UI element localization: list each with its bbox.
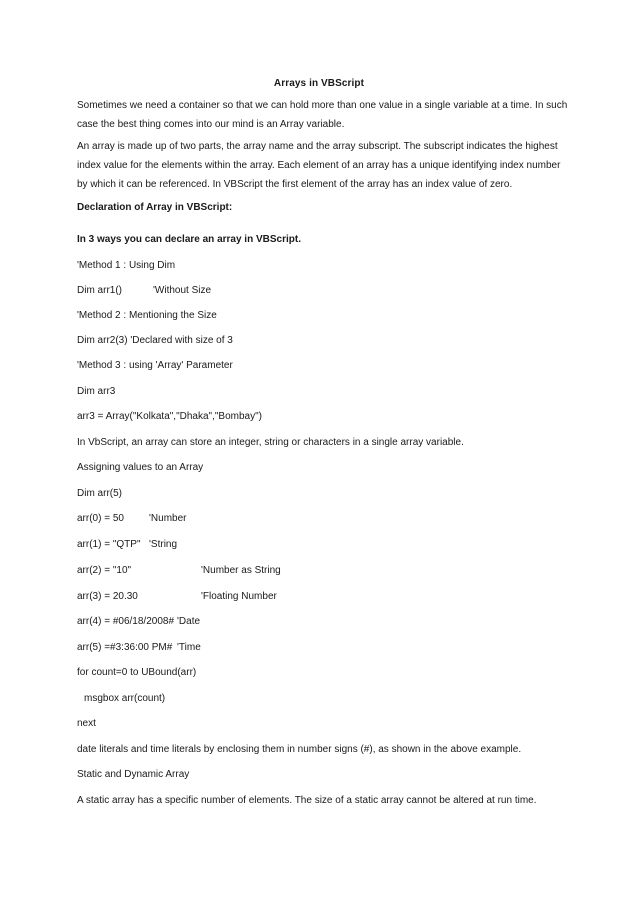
dim-arr3-line: Dim arr3 [77, 386, 116, 397]
arr3-assign-line: arr3 = Array("Kolkata","Dhaka","Bombay") [77, 411, 262, 422]
explain-line: index value for the elements within the array. Each element of an array has a unique identifying index number [77, 160, 561, 171]
code-comment: 'Number [149, 513, 187, 524]
declaration-heading: Declaration of Array in VBScript: [77, 202, 233, 213]
intro-line: case the best thing comes into our mind is an Array variable. [77, 119, 345, 130]
code-text: arr(0) = 50 [77, 513, 124, 524]
explain-paragraph [77, 137, 569, 194]
code-comment: 'Without Size [153, 285, 212, 296]
code-comment: 'Date [177, 616, 201, 627]
code-text: arr(2) = "10" [77, 565, 132, 576]
code-text: arr(5) =#3:36:00 PM# [77, 642, 173, 653]
for-line: for count=0 to UBound(arr) [77, 667, 197, 678]
method2-comment: 'Method 2 : Mentioning the Size [77, 310, 217, 321]
msgbox-line: msgbox arr(count) [84, 693, 166, 704]
code-comment: 'Time [177, 642, 201, 653]
assigning-heading: Assigning values to an Array [77, 462, 204, 473]
code-text: arr(3) = 20.30 [77, 591, 138, 602]
store-note: In VbScript, an array can store an integer, string or characters in a single array variable. [77, 437, 464, 448]
dim-arr-line: Dim arr(5) [77, 488, 122, 499]
ways-heading: In 3 ways you can declare an array in VBScript. [77, 234, 301, 245]
date-note: date literals and time literals by enclosing them in number signs (#), as shown in the above example. [77, 744, 522, 755]
static-heading: Static and Dynamic Array [77, 769, 190, 780]
page-title: Arrays in VBScript [273, 78, 365, 89]
dim-arr2-line: Dim arr2(3) 'Declared with size of 3 [77, 335, 233, 346]
next-line: next [77, 718, 96, 729]
intro-paragraph [77, 96, 569, 134]
explain-line: An array is made up of two parts, the array name and the array subscript. The subscript indicates the highest [77, 141, 558, 152]
intro-line: Sometimes we need a container so that we can hold more than one value in a single variable at a time. In such [77, 100, 568, 111]
method3-comment: 'Method 3 : using 'Array' Parameter [77, 360, 233, 371]
code-text: Dim arr1() [77, 285, 122, 296]
code-text: arr(4) = #06/18/2008# [77, 616, 175, 627]
code-comment: 'Floating Number [201, 591, 277, 602]
method1-comment: 'Method 1 : Using Dim [77, 260, 176, 271]
code-comment: 'String [149, 539, 178, 550]
static-note: A static array has a specific number of elements. The size of a static array cannot be altered at run time. [77, 795, 537, 806]
explain-line: by which it can be referenced. In VBScript the first element of the array has an index value of zero. [77, 179, 513, 190]
code-text: arr(1) = "QTP" [77, 539, 141, 550]
code-comment: 'Number as String [201, 565, 281, 576]
